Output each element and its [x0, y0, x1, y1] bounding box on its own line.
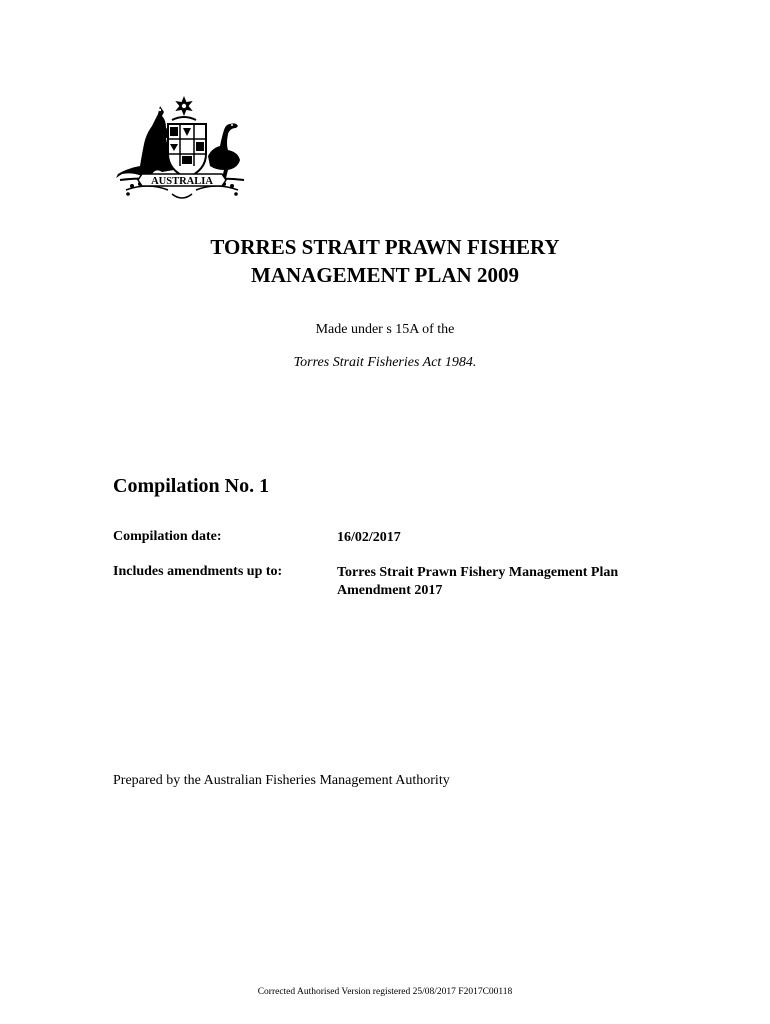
shield-icon — [168, 124, 206, 178]
banner-text: AUSTRALIA — [151, 176, 213, 187]
kangaroo-icon — [116, 106, 174, 178]
act-name: Torres Strait Fisheries Act 1984. — [293, 355, 477, 370]
title-line-2: MANAGEMENT PLAN 2009 — [251, 263, 519, 287]
emu-icon — [208, 123, 240, 178]
coat-of-arms-logo — [112, 94, 252, 206]
compilation-date-label: Compilation date: — [113, 529, 222, 544]
australia-banner — [138, 174, 226, 187]
amendments-value-line-2: Amendment 2017 — [337, 583, 443, 598]
compilation-date-value: 16/02/2017 — [337, 530, 401, 545]
amendments-value-line-1: Torres Strait Prawn Fishery Management Plan — [337, 565, 619, 580]
made-under-text: Made under s 15A of the — [315, 322, 455, 337]
compilation-heading: Compilation No. 1 — [113, 475, 270, 497]
amendments-label: Includes amendments up to: — [113, 564, 283, 579]
registration-footer: Corrected Authorised Version registered 25/08/2017 F2017C00118 — [257, 987, 513, 997]
title-line-1: TORRES STRAIT PRAWN FISHERY — [210, 235, 560, 259]
prepared-by-text: Prepared by the Australian Fisheries Management Authority — [113, 773, 450, 788]
federation-star-icon — [175, 96, 192, 116]
amendments-value — [337, 564, 657, 600]
document-title — [0, 233, 770, 289]
